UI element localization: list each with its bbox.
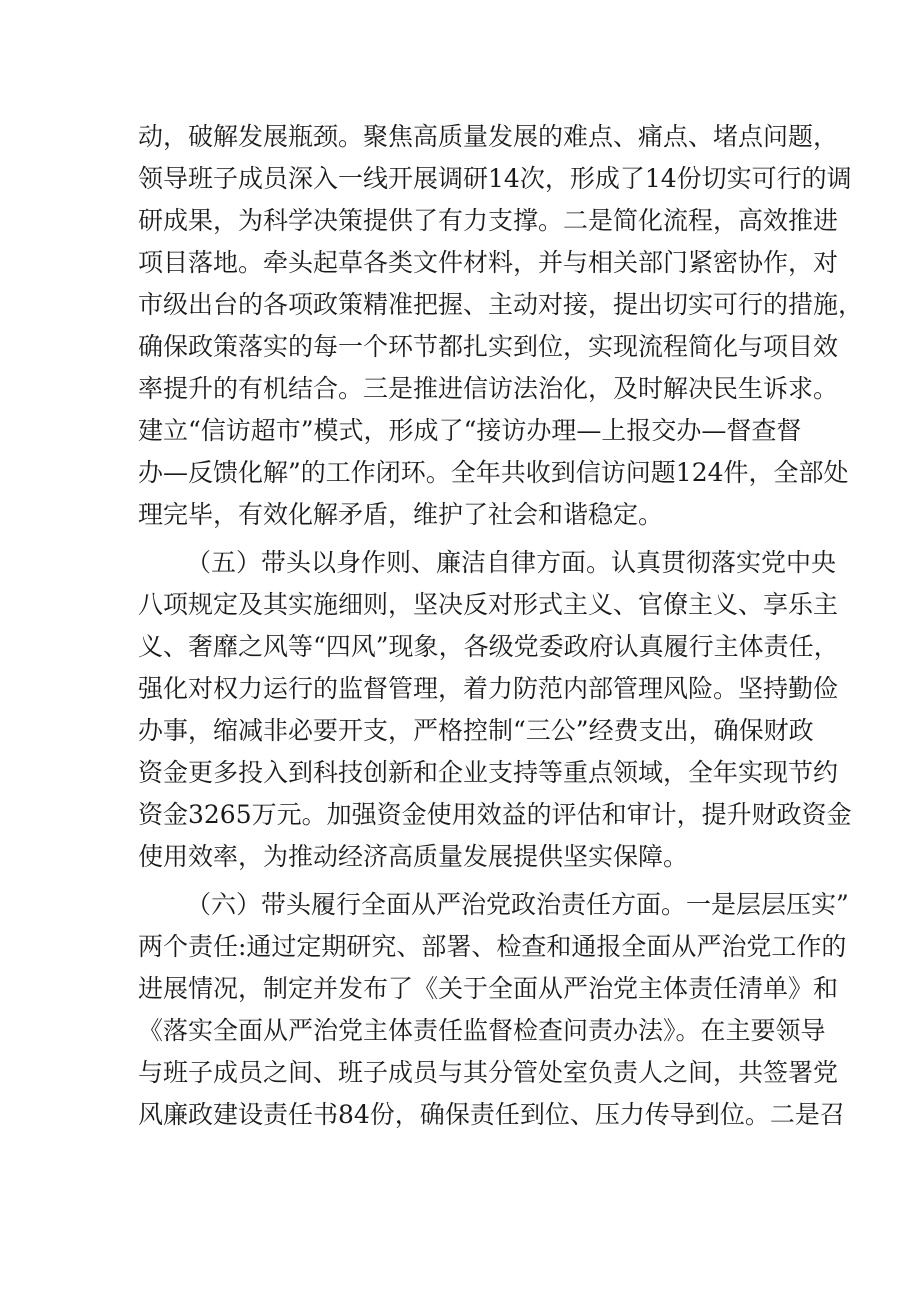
text-line: 市级出台的各项政策精准把握、主动对接，提出切实可行的措施， [138,290,864,319]
text-line: 资金更多投入到科技创新和企业支持等重点领域，全年实现节约 [138,758,839,787]
text-line: 办事，缩减非必要开支，严格控制“三公”经费支出，确保财政 [138,716,814,745]
text-line: 风廉政建设责任书84份，确保责任到位、压力传导到位。二是召 [138,1100,845,1129]
text-line: 八项规定及其实施细则，坚决反对形式主义、官僚主义、享乐主 [138,590,839,619]
paragraph-heading-line: （五）带头以身作则、廉洁自律方面。认真贯彻落实党中央 [186,548,837,577]
text-line: 与班子成员之间、班子成员与其分管处室负责人之间，共签署党 [138,1058,839,1087]
text-line: 理完毕，有效化解矛盾，维护了社会和谐稳定。 [138,500,664,529]
text-line: 项目落地。牵头起草各类文件材料，并与相关部门紧密协作，对 [138,248,839,277]
text-line: 率提升的有机结合。三是推进信访法治化，及时解决民生诉求。 [138,374,839,403]
text-line: 两个责任:通过定期研究、部署、检查和通报全面从严治党工作的 [138,932,847,961]
text-line: 《落实全面从严治党主体责任监督检查问责办法》。在主要领导 [138,1016,826,1045]
text-line: 领导班子成员深入一线开展调研14次，形成了14份切实可行的调 [138,164,852,193]
paragraph-heading-line: （六）带头履行全面从严治党政治责任方面。一是层层压实” [186,890,849,919]
text-line: 进展情况，制定并发布了《关于全面从严治党主体责任清单》和 [138,974,839,1003]
text-line: 义、奢靡之风等“四风”现象，各级党委政府认真履行主体责任， [138,632,839,661]
text-line: 资金3265万元。加强资金使用效益的评估和审计，提升财政资金 [138,800,852,829]
text-line: 建立“信访超市”模式，形成了“接访办理—上报交办—督查督 [138,416,802,445]
text-line: 动，破解发展瓶颈。聚焦高质量发展的难点、痛点、堵点问题， [138,122,839,151]
text-line: 研成果，为科学决策提供了有力支撑。二是简化流程，高效推进 [138,206,839,235]
text-line: 使用效率，为推动经济高质量发展提供坚实保障。 [138,842,689,871]
text-line: 办—反馈化解”的工作闭环。全年共收到信访问题124件，全部处 [138,458,849,487]
text-line: 强化对权力运行的监督管理，着力防范内部管理风险。坚持勤俭 [138,674,839,703]
text-line: 确保政策落实的每一个环节都扎实到位，实现流程简化与项目效 [138,332,839,361]
